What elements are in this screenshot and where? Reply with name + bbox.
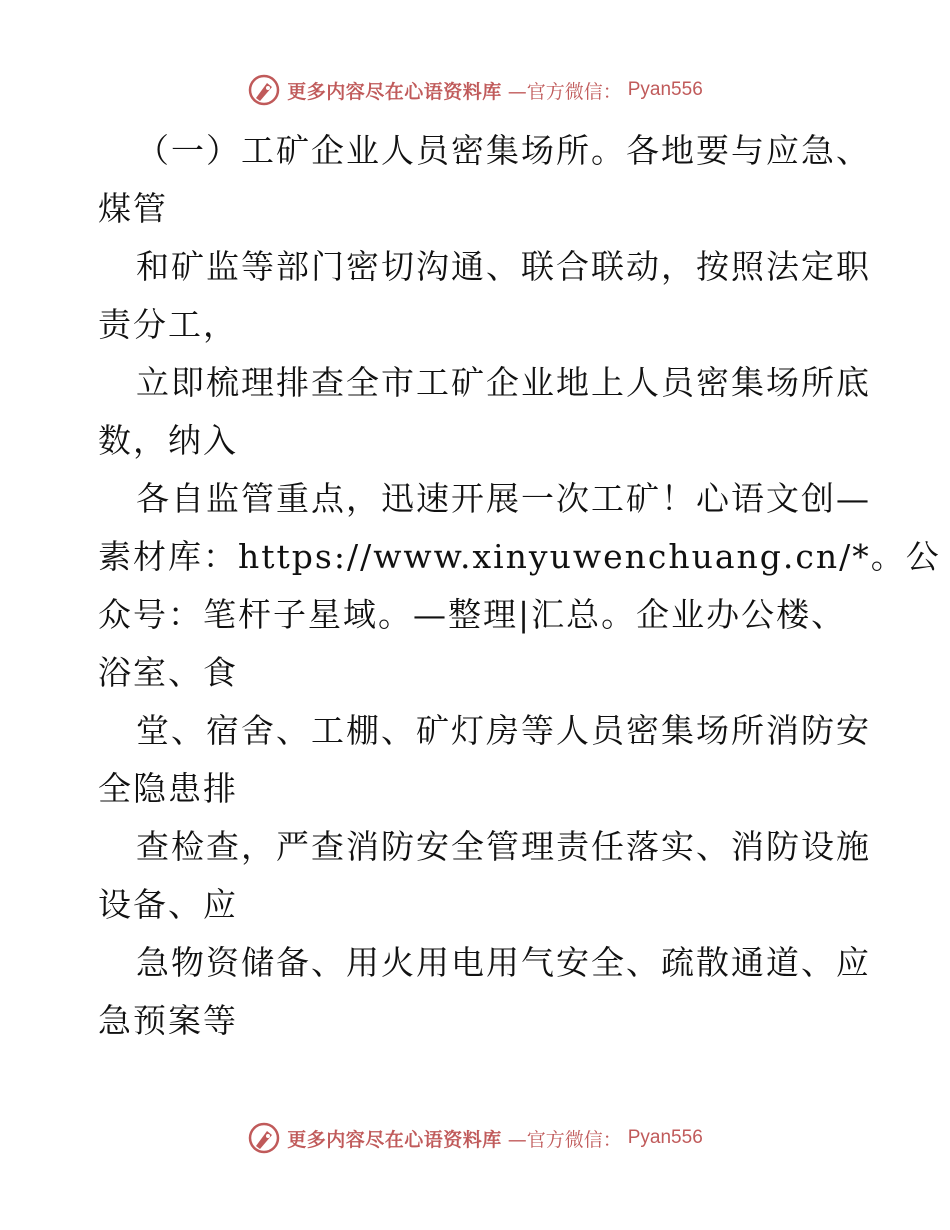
watermark-separator: —官方微信：: [507, 1128, 622, 1151]
body-line: 急物资储备、用火用电用气安全、疏散通道、应: [136, 943, 871, 982]
body-line: 责分工，: [98, 305, 238, 344]
body-line: 浴室、食: [98, 653, 238, 692]
body-line: 查检查，严查消防安全管理责任落实、消防设施: [136, 827, 871, 866]
watermark-separator: —官方微信：: [507, 80, 622, 103]
pen-nib-logo-icon: [247, 1121, 281, 1155]
body-line: 急预案等: [98, 1001, 238, 1040]
body-line: 各自监管重点，迅速开展一次工矿！心语文创—: [136, 479, 871, 518]
watermark-wechat-id: Pyan556: [627, 1127, 703, 1148]
body-line: 煤管: [98, 189, 168, 228]
body-line: 全隐患排: [98, 769, 238, 808]
watermark-wechat-id: Pyan556: [627, 79, 703, 100]
body-line: 设备、应: [98, 885, 238, 924]
document-body: [98, 122, 941, 1050]
watermark-main-text: 更多内容尽在心语资料库: [287, 80, 502, 103]
body-line: 素材库：https://www.xinyuwenchuang.cn/*。公: [98, 537, 941, 576]
body-line: 众号：笔杆子星域。—整理|汇总。企业办公楼、: [98, 595, 847, 634]
pen-nib-logo-icon: [247, 73, 281, 107]
header-watermark: [0, 70, 950, 110]
footer-watermark: [0, 1118, 950, 1158]
watermark-main-text: 更多内容尽在心语资料库: [287, 1128, 502, 1151]
body-line: 和矿监等部门密切沟通、联合联动，按照法定职: [136, 247, 871, 286]
body-line: （一）工矿企业人员密集场所。各地要与应急、: [136, 131, 871, 170]
body-line: 数，纳入: [98, 421, 238, 460]
body-line: 立即梳理排查全市工矿企业地上人员密集场所底: [136, 363, 871, 402]
body-line: 堂、宿舍、工棚、矿灯房等人员密集场所消防安: [136, 711, 871, 750]
